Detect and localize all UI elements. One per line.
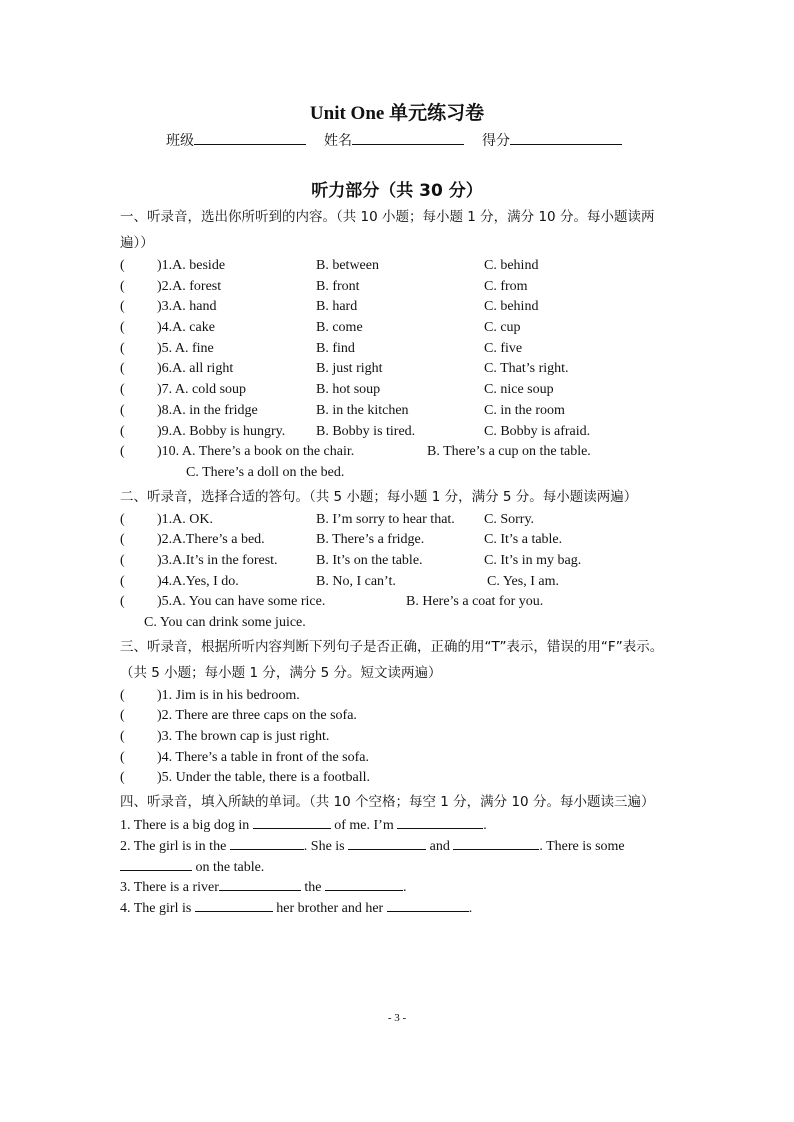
list-item-continued: C. You can drink some juice. xyxy=(144,615,306,630)
list-item: ( )2. There are three caps on the sofa. xyxy=(120,708,357,724)
class-blank xyxy=(194,130,306,145)
part4-items xyxy=(120,815,680,918)
list-item: ( )3.A. hand B. hard C. behind xyxy=(120,299,539,315)
part1-items xyxy=(120,256,680,484)
list-item: ( )5.A. You can have some rice. B. Here’s a coat for you. xyxy=(120,594,544,610)
score-blank xyxy=(510,130,622,145)
list-item: ( )5. Under the table, there is a football. xyxy=(120,770,371,786)
answer-blank[interactable] xyxy=(348,836,426,850)
name-label: 姓名 xyxy=(324,134,352,149)
list-item: ( )6.A. all right B. just right C. That’s right. xyxy=(120,361,569,377)
answer-blank[interactable] xyxy=(325,877,403,891)
part3-heading: 三、听录音，根据所听内容判断下列句子是否正确，正确的用“T”表示，错误的用“F”表示。（共 5 小题；每小题 1 分，满分 5 分。短文读两遍） xyxy=(120,638,664,681)
list-item-continued: C. There’s a doll on the bed. xyxy=(186,464,345,480)
answer-blank[interactable] xyxy=(230,836,304,850)
page-title: Unit One 单元练习卷 xyxy=(309,103,485,124)
part4-heading: 四、听录音，填入所缺的单词。（共 10 个空格；每空 1 分，满分 10 分。每小题读三遍） xyxy=(120,794,655,811)
answer-blank[interactable] xyxy=(195,898,273,912)
fill-sentence-1: 1. There is a big dog in of me. I’m . xyxy=(120,815,680,836)
list-item: ( )4.A.Yes, I do. B. No, I can’t. C. Yes, I am. xyxy=(120,573,559,589)
part2-heading: 二、听录音，选择合适的答句。（共 5 小题；每小题 1 分，满分 5 分。每小题读两遍） xyxy=(120,488,638,505)
fill-sentence-2: 2. The girl is in the . She is and . There is some xyxy=(120,836,680,857)
list-item: ( )3. The brown cap is just right. xyxy=(120,729,330,745)
answer-blank[interactable] xyxy=(453,836,539,850)
student-info-line xyxy=(166,130,686,150)
list-item: ( )1.A. beside B. between C. behind xyxy=(120,258,539,273)
answer-blank[interactable] xyxy=(120,857,192,871)
list-item: ( )8.A. in the fridge B. in the kitchen C. in the room xyxy=(120,402,565,418)
fill-sentence-2-cont: on the table. xyxy=(120,857,680,878)
section-title: 听力部分（共 30 分） xyxy=(311,181,483,201)
list-item: ( )5. A. fine B. find C. five xyxy=(120,340,523,356)
part1-heading: 一、听录音，选出你所听到的内容。（共 10 小题；每小题 1 分，满分 10 分。每小题读两遍）） xyxy=(120,209,655,251)
list-item: ( )1. Jim is in his bedroom. xyxy=(120,687,300,703)
fill-sentence-4: 4. The girl is her brother and her . xyxy=(120,898,680,919)
part2-items xyxy=(120,510,680,634)
answer-blank[interactable] xyxy=(219,877,301,891)
list-item: ( )3.A.It’s in the forest. B. It’s on the table. C. It’s in my bag. xyxy=(120,552,582,568)
exam-content xyxy=(120,204,680,919)
fill-sentence-3: 3. There is a river the . xyxy=(120,877,680,898)
list-item: ( )10. A. There’s a book on the chair. B. There’s a cup on the table. xyxy=(120,444,591,460)
list-item: ( )7. A. cold soup B. hot soup C. nice soup xyxy=(120,382,554,398)
part3-items xyxy=(120,686,680,789)
name-blank xyxy=(352,130,464,145)
page-number: - 3 - xyxy=(387,1012,407,1024)
list-item: ( )2.A. forest B. front C. from xyxy=(120,278,528,294)
answer-blank[interactable] xyxy=(397,815,483,829)
class-label: 班级 xyxy=(166,134,194,149)
list-item: ( )4. There’s a table in front of the sofa. xyxy=(120,749,370,765)
list-item: ( )1.A. OK. B. I’m sorry to hear that. C. Sorry. xyxy=(120,511,535,527)
answer-blank[interactable] xyxy=(253,815,331,829)
score-label: 得分 xyxy=(482,134,510,149)
list-item: ( )4.A. cake B. come C. cup xyxy=(120,320,521,336)
answer-blank[interactable] xyxy=(387,898,469,912)
list-item: ( )9.A. Bobby is hungry. B. Bobby is tired. C. Bobby is afraid. xyxy=(120,423,591,439)
list-item: ( )2.A.There’s a bed. B. There’s a fridge. C. It’s a table. xyxy=(120,532,563,548)
